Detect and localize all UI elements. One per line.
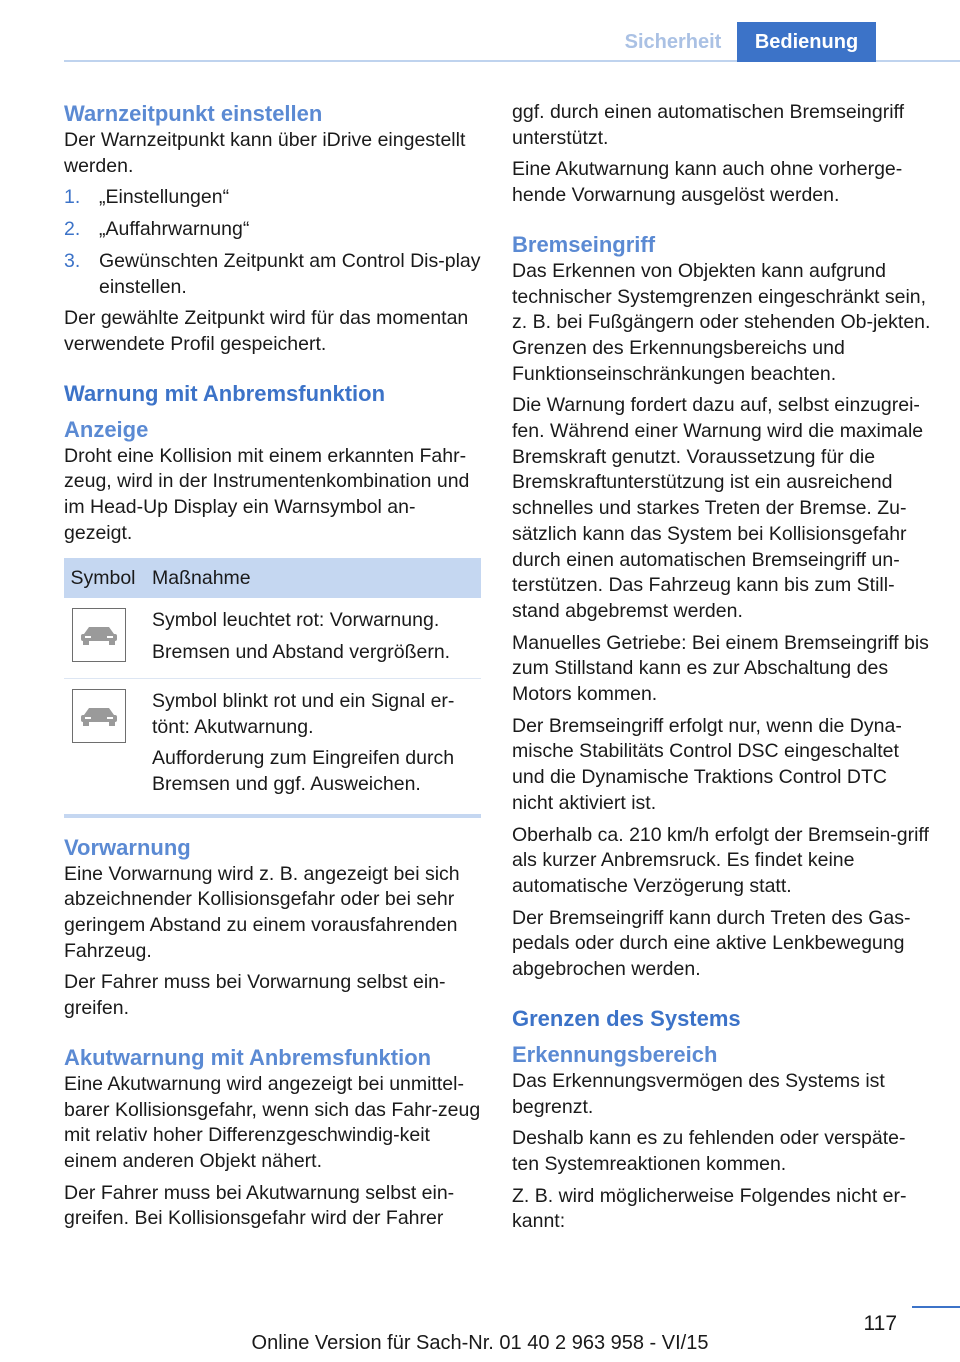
paragraph: Der Fahrer muss bei Akutwarnung selbst ein‐greifen. Bei Kollisionsgefahr wird der Fahrer: [64, 1181, 455, 1230]
right-column: [512, 100, 932, 1241]
paragraph: Die Warnung fordert dazu auf, selbst einzugrei‐fen. Während einer Warnung wird die maximale Bremskraft genutzt. Voraussetzung für die Bremskraftunterstützung ist ein ausreichend schnelles und starkes Treten der Bremse. Zu‐sätzlich kann das System bei Kollisionsgefahr durch einen automatischen Bremseingriff un‐terstützen. Das Fahrzeug kann bis zum Still‐stand abgebremst werden.: [512, 394, 924, 622]
step-number: 3.: [64, 249, 81, 272]
heading-bremseingriff: Bremseingriff: [512, 231, 656, 257]
action-text: Symbol leuchtet rot: Vorwarnung.: [152, 609, 440, 632]
symbol-table: [64, 558, 481, 817]
heading-akutwarnung: Akutwarnung mit Anbremsfunktion: [64, 1044, 432, 1070]
list-item: [64, 249, 482, 300]
list-item: [64, 185, 482, 211]
paragraph: Das Erkennungsvermögen des Systems ist begrenzt.: [512, 1069, 885, 1118]
left-column: [64, 100, 482, 1238]
paragraph: Der Bremseingriff kann durch Treten des Gas‐pedals oder durch eine aktive Lenkbewegung abgebrochen werden.: [512, 906, 911, 981]
paragraph: Manuelles Getriebe: Bei einem Bremseingriff bis zum Stillstand kann es zur Abschaltung des Motors kommen.: [512, 631, 929, 706]
column-header-massnahme: Maßnahme: [142, 558, 481, 598]
table-row: [64, 678, 481, 815]
symbol-cell: [64, 598, 142, 678]
action-text: Symbol blinkt rot und ein Signal er‐tönt: Akutwarnung.: [152, 689, 455, 738]
paragraph: Der gewählte Zeitpunkt wird für das momentan verwendete Profil gespeichert.: [64, 307, 469, 355]
footer-rule: [912, 1306, 960, 1308]
table-header-row: [64, 558, 481, 598]
car-warning-icon: [72, 689, 126, 743]
table-row: [64, 598, 481, 678]
action-cell: [142, 678, 481, 815]
list-item: [64, 217, 482, 243]
tab-sicherheit[interactable]: Sicherheit: [624, 31, 722, 53]
paragraph: Eine Akutwarnung kann auch ohne vorherge‐hende Vorwarnung ausgelöst werden.: [512, 158, 903, 207]
heading-grenzen-des-systems: Grenzen des Systems: [512, 1005, 741, 1031]
symbol-cell: [64, 678, 142, 815]
car-warning-icon: [72, 608, 126, 662]
tab-bedienung[interactable]: Bedienung: [737, 22, 876, 62]
heading-vorwarnung: Vorwarnung: [64, 834, 191, 860]
heading-warnzeitpunkt: Warnzeitpunkt einstellen: [64, 101, 323, 126]
paragraph: Z. B. wird möglicherweise Folgendes nicht er‐kannt:: [512, 1184, 907, 1233]
step-number: 1.: [64, 186, 81, 209]
paragraph: ggf. durch einen automatischen Bremseingriff unterstützt.: [512, 101, 905, 149]
step-text: Gewünschten Zeitpunkt am Control Dis‐play einstellen.: [99, 249, 481, 298]
heading-warnung-anbremsfunktion: Warnung mit Anbremsfunktion: [64, 380, 386, 406]
action-text: Aufforderung zum Eingreifen durch Bremsen und ggf. Ausweichen.: [152, 747, 455, 795]
steps-list: [64, 185, 482, 300]
paragraph: Der Fahrer muss bei Vorwarnung selbst ein‐greifen.: [64, 971, 446, 1020]
action-cell: [142, 598, 481, 678]
heading-erkennungsbereich: Erkennungsbereich: [512, 1041, 718, 1067]
step-text: „Auffahrwarnung“: [99, 218, 250, 241]
column-header-symbol: Symbol: [64, 558, 142, 598]
paragraph: Eine Vorwarnung wird z. B. angezeigt bei sich abzeichnender Kollisionsgefahr oder bei sehr geringem Abstand zu einem vorausfahrenden Fahrzeug.: [64, 862, 460, 962]
page-number: 117: [863, 1312, 897, 1335]
step-number: 2.: [64, 218, 81, 241]
paragraph: Das Erkennen von Objekten kann aufgrund technischer Systemgrenzen eingeschränkt sein, z. B. bei Fußgängern oder stehenden Ob‐jekten. Grenzen des Erkennungsbereichs und Funktionseinschränkungen beachten.: [512, 259, 931, 385]
paragraph: Der Bremseingriff erfolgt nur, wenn die Dyna‐mische Stabilitäts Control DSC eingeschaltet und die Dynamische Traktions Control DTC nicht aktiviert ist.: [512, 714, 902, 814]
step-text: „Einstellungen“: [99, 186, 230, 209]
paragraph: Oberhalb ca. 210 km/h erfolgt der Bremsein‐griff als kurzer Anbremsruck. Es findet keine automatische Verzögerung statt.: [512, 823, 929, 897]
paragraph: Droht eine Kollision mit einem erkannten Fahr‐zeug, wird in der Instrumentenkombination und im Head-Up Display ein Warnsymbol an‐gezeigt.: [64, 444, 470, 544]
paragraph: Deshalb kann es zu fehlenden oder verspäte‐ten Systemreaktionen kommen.: [512, 1127, 906, 1175]
footer-text: Online Version für Sach-Nr. 01 40 2 963 958 - VI/15: [251, 1332, 709, 1354]
heading-anzeige: Anzeige: [64, 416, 149, 442]
paragraph: Eine Akutwarnung wird angezeigt bei unmittel‐barer Kollisionsgefahr, wenn sich das Fahr‐zeug mit relativ hoher Differenzgeschwindig‐keit einem anderen Objekt nähert.: [64, 1072, 481, 1172]
action-text: Bremsen und Abstand vergrößern.: [152, 641, 451, 664]
paragraph: Der Warnzeitpunkt kann über iDrive eingestellt werden.: [64, 129, 466, 177]
